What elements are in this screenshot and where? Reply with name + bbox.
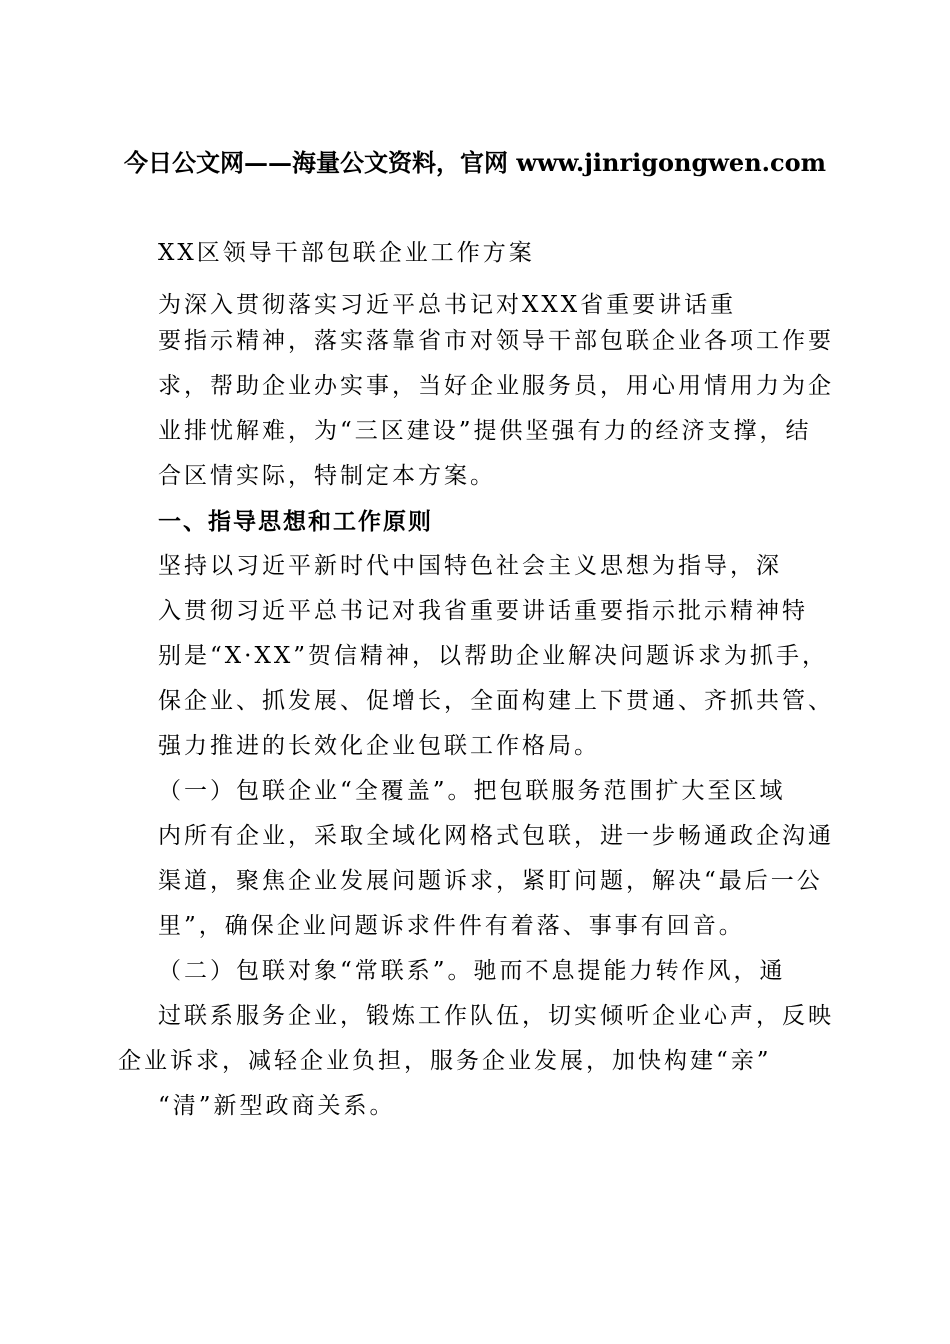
section1-line: 坚持以习近平新时代中国特色社会主义思想为指导，深 (158, 553, 782, 579)
item2-line: 过联系服务企业，锻炼工作队伍，切实倾听企业心声，反映 (158, 1003, 834, 1029)
intro-line: 合区情实际，特制定本方案。 (158, 463, 496, 489)
item1-line: 内所有企业，采取全域化网格式包联，进一步畅通政企沟通 (158, 823, 834, 849)
item2-line: （二）包联对象“常联系”。驰而不息提能力转作风，通 (158, 958, 786, 984)
section1-line: 强力推进的长效化企业包联工作格局。 (158, 733, 600, 759)
item2-line: “清”新型政商关系。 (158, 1093, 396, 1119)
item1-line: 里”，确保企业问题诉求件件有着落、事事有回音。 (158, 913, 745, 939)
section1-line: 入贯彻习近平总书记对我省重要讲话重要指示批示精神特 (158, 598, 808, 624)
item2-line: 企业诉求，减轻企业负担，服务企业发展，加快构建“亲” (118, 1048, 772, 1074)
site-header: 今日公文网——海量公文资料，官网 www.jinrigongwen.com (123, 148, 827, 177)
section1-line: 别是“X·XX”贺信精神，以帮助企业解决问题诉求为抓手， (158, 643, 828, 669)
intro-line: 业排忧解难，为“三区建设”提供坚强有力的经济支撑，结 (158, 418, 812, 444)
item1-line: （一）包联企业“全覆盖”。把包联服务范围扩大至区域 (158, 778, 786, 804)
section1-line: 保企业、抓发展、促增长，全面构建上下贯通、齐抓共管、 (158, 688, 834, 714)
intro-line: 要指示精神，落实落靠省市对领导干部包联企业各项工作要 (158, 328, 834, 354)
intro-line: 求，帮助企业办实事，当好企业服务员，用心用情用力为企 (158, 373, 834, 399)
intro-line: 为深入贯彻落实习近平总书记对XXX省重要讲话重 (158, 292, 737, 318)
item1-line: 渠道，聚焦企业发展问题诉求，紧盯问题，解决“最后一公 (158, 868, 823, 894)
document-title: XX区领导干部包联企业工作方案 (158, 240, 535, 266)
section-heading: 一、指导思想和工作原则 (158, 509, 433, 535)
